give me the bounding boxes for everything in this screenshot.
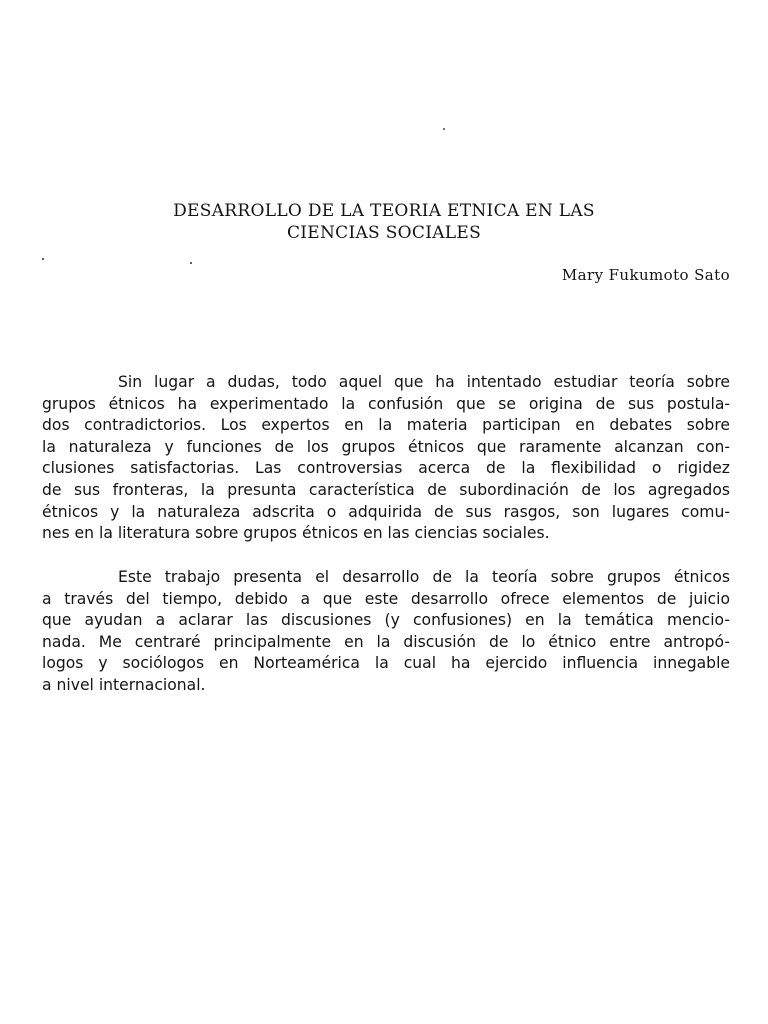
author-name: Mary Fukumoto Sato [561, 266, 730, 284]
text-line: dos contradictorios. Los expertos en la materia participan en debates sobre [42, 416, 730, 435]
text-line: nes en la literatura sobre grupos étnicos en las ciencias sociales. [42, 524, 550, 543]
text-line: clusiones satisfactorias. Las controversias acerca de la flexibilidad o rigidez [42, 459, 730, 478]
paragraph-2 [42, 567, 730, 697]
text-line: a través del tiempo, debido a que este desarrollo ofrece elementos de juicio [42, 589, 730, 608]
text-line: nada. Me centraré principalmente en la discusión de lo étnico entre antropó- [42, 632, 730, 651]
text-line: a nivel internacional. [42, 675, 206, 694]
title-line-1: DESARROLLO DE LA TEORIA ETNICA EN LAS [173, 201, 595, 221]
text-line: la naturaleza y funciones de los grupos étnicos que raramente alcanzan con- [42, 437, 730, 456]
text-line: que ayudan a aclarar las discusiones (y confusiones) en la temática mencio- [42, 611, 730, 630]
text-line: étnicos y la naturaleza adscrita o adquirida de sus rasgos, son lugares comu- [42, 502, 730, 521]
text-line: logos y sociólogos en Norteamérica la cual ha ejercido influencia innegable [42, 654, 730, 673]
text-line: grupos étnicos ha experimentado la confusión que se origina de sus postula- [42, 394, 730, 413]
paragraph-1 [42, 372, 730, 545]
scan-speck [443, 128, 445, 130]
title-line-2: CIENCIAS SOCIALES [286, 223, 482, 243]
text-line: de sus fronteras, la presunta característica de subordinación de los agregados [42, 480, 730, 499]
text-line: Este trabajo presenta el desarrollo de la teoría sobre grupos étnicos [118, 568, 730, 586]
scan-speck [190, 262, 192, 264]
scan-speck [42, 258, 44, 260]
text-line: Sin lugar a dudas, todo aquel que ha intentado estudiar teoría sobre [118, 373, 730, 391]
document-title [0, 200, 768, 244]
